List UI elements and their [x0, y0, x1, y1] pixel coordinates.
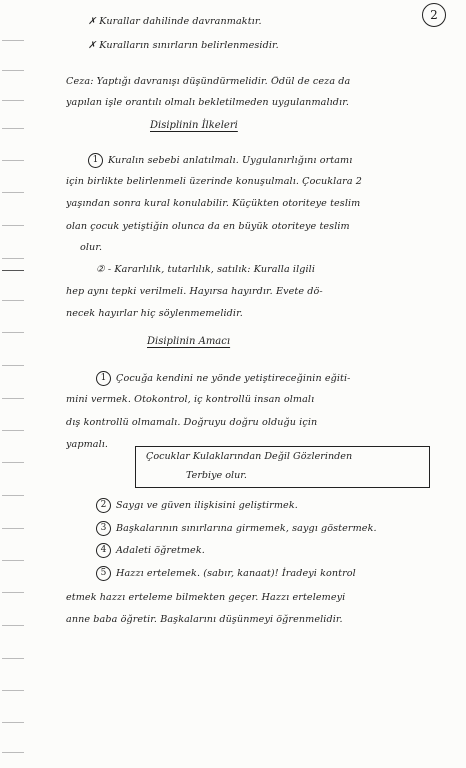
margin-tick: [2, 592, 24, 593]
margin-tick: [2, 160, 24, 161]
number-circle: 1: [96, 371, 111, 386]
margin-tick: [2, 365, 24, 366]
text-line: yapılan işle orantılı olmalı bekletilmeden uygulanmalıdır.: [66, 97, 349, 108]
margin-tick: [2, 690, 24, 691]
text-line: için birlikte belirlenmeli üzerinde konuşulmalı. Çocuklara 2: [66, 176, 363, 187]
margin-tick: [2, 192, 24, 193]
margin-tick: [2, 270, 24, 271]
margin-tick: [2, 430, 24, 431]
text-line: olan çocuk yetiştiğin olunca da en büyük otoriteye teslim: [66, 221, 350, 232]
text-line: olur.: [80, 242, 103, 253]
margin-tick: [2, 528, 24, 529]
margin-tick: [2, 495, 24, 496]
quote-line: Terbiye olur.: [186, 470, 247, 481]
section-heading-amaci: Disiplinin Amacı: [147, 336, 231, 347]
number-circle: 2: [96, 498, 111, 513]
number-circle: 3: [96, 521, 111, 536]
section-heading-ilkeler: Disiplinin İlkeleri: [150, 120, 238, 131]
number-circle: 1: [88, 153, 103, 168]
text-line: hep aynı tepki verilmeli. Hayırsa hayırdır. Evete dö-: [66, 286, 323, 297]
text-line: [88, 153, 454, 168]
text-line: mini vermek. Otokontrol, iç kontrollü insan olmalı: [66, 394, 315, 405]
text-line: Ceza: Yaptığı davranışı düşündürmelidir. Ödül de ceza da: [66, 76, 351, 87]
margin-tick: [2, 332, 24, 333]
text-line: ✗ Kuralların sınırların belirlenmesidir.: [88, 40, 279, 51]
margin-tick: [2, 40, 24, 41]
list-item: [96, 521, 454, 536]
list-item-text: Hazzı ertelemek. (sabır, kanaat)! İradeyi kontrol: [116, 568, 356, 579]
text-line: ② - Kararlılık, tutarlılık, satılık: Kuralla ilgili: [96, 264, 316, 275]
margin-tick: [2, 258, 24, 259]
text-line: anne baba öğretir. Başkalarını düşünmeyi öğrenmelidir.: [66, 614, 343, 625]
margin-tick: [2, 70, 24, 71]
margin-tick: [2, 560, 24, 561]
margin-tick: [2, 722, 24, 723]
text-line: yapmalı.: [66, 439, 109, 450]
margin-tick: [2, 752, 24, 753]
page-number: 2: [422, 3, 446, 27]
quote-line: Çocuklar Kulaklarından Değil Gözlerinden: [146, 451, 353, 462]
text-line: etmek hazzı erteleme bilmekten geçer. Hazzı ertelemeyi: [66, 592, 346, 603]
margin-tick: [2, 462, 24, 463]
text-segment: Kuralın sebebi anlatılmalı. Uygulanırlığını ortamı: [108, 155, 353, 166]
margin-tick: [2, 658, 24, 659]
list-item: [96, 543, 454, 558]
margin-tick: [2, 100, 24, 101]
boxed-quote: [135, 446, 430, 488]
margin-tick: [2, 625, 24, 626]
text-line: yaşından sonra kural konulabilir. Küçükten otoriteye teslim: [66, 198, 361, 209]
list-item-text: Başkalarının sınırlarına girmemek, saygı göstermek.: [116, 523, 377, 534]
text-line: ✗ Kurallar dahilinde davranmaktır.: [88, 16, 262, 27]
number-circle: 4: [96, 543, 111, 558]
text-segment: Çocuğa kendini ne yönde yetiştireceğinin eğiti-: [116, 373, 351, 384]
margin-tick-marks: [0, 0, 40, 768]
margin-tick: [2, 300, 24, 301]
list-item: [96, 566, 454, 581]
margin-tick: [2, 128, 24, 129]
margin-tick: [2, 225, 24, 226]
text-line: necek hayırlar hiç söylenmemelidir.: [66, 308, 243, 319]
text-line: [96, 371, 454, 386]
number-circle: 5: [96, 566, 111, 581]
text-line: dış kontrollü olmamalı. Doğruyu doğru olduğu için: [66, 417, 318, 428]
list-item: [96, 498, 454, 513]
margin-tick: [2, 398, 24, 399]
list-item-text: Saygı ve güven ilişkisini geliştirmek.: [116, 500, 298, 511]
list-item-text: Adaleti öğretmek.: [116, 545, 205, 556]
